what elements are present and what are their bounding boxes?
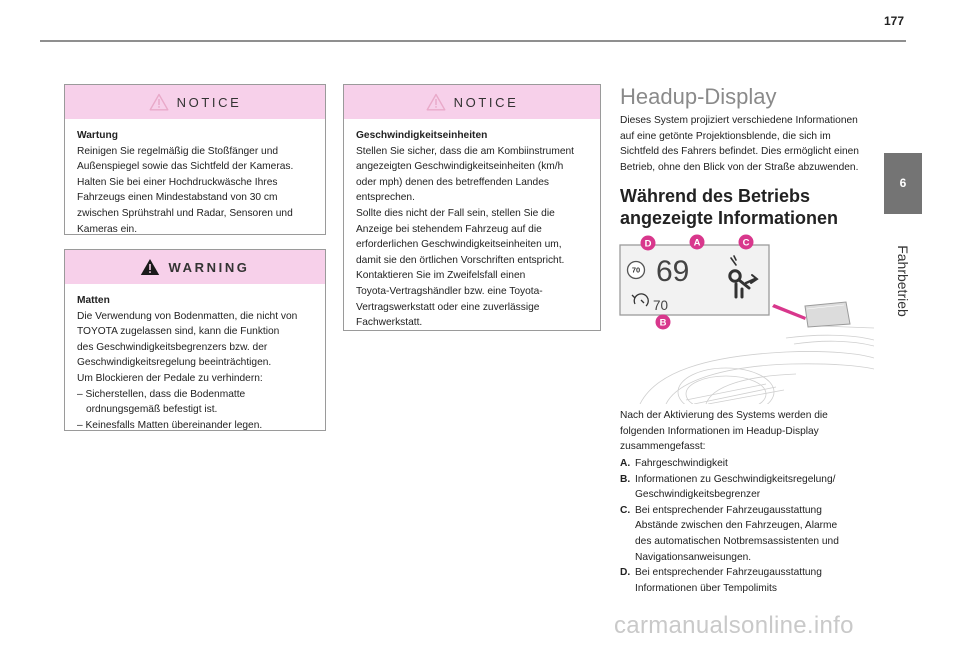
- list-text: Abstände zwischen den Fahrzeugen, Alarme: [635, 520, 838, 532]
- list-letter: C.: [620, 504, 631, 516]
- vehicle-speed-value: 69: [656, 255, 690, 288]
- callout-a: A: [693, 237, 701, 249]
- watermark: carmanualsonline.info: [614, 612, 854, 639]
- notice-header: [344, 85, 600, 119]
- warning-triangle-icon: [426, 93, 446, 111]
- hud-screen: [620, 245, 769, 315]
- warning-line: ordnungsgemäß befestigt ist.: [86, 404, 218, 416]
- warning-line: des Geschwindigkeitsbegrenzers bzw. der: [77, 341, 268, 353]
- warning-line: TOYOTA zugelassen sind, kann die Funktion: [77, 326, 280, 338]
- notice-line: Reinigen Sie regelmäßig die Stoßfänger und: [77, 145, 279, 157]
- subtitle-line: angezeigte Informationen: [620, 207, 839, 228]
- list-text: Bei entsprechender Fahrzeugausstattung: [635, 504, 822, 516]
- warning-line: – Sicherstellen, dass die Bodenmatte: [77, 388, 246, 400]
- warning-line: Geschwindigkeitsregelung beeinträchtigen.: [77, 357, 272, 369]
- warning-box-mats: [64, 249, 326, 431]
- notice-line: Außenspiegel sowie das Sichtfeld der Kameras.: [77, 161, 294, 173]
- dashboard-sketch: [640, 326, 874, 404]
- summary-intro: [620, 408, 870, 455]
- warning-triangle-icon: [140, 258, 160, 276]
- notice-line: Sollte dies nicht der Fall sein, stellen Sie die: [356, 207, 555, 219]
- notice-heading: NOTICE: [176, 94, 242, 110]
- notice-body: [65, 119, 325, 243]
- list-text: Navigationsanweisungen.: [635, 551, 752, 563]
- notice-line: angezeigten Geschwindigkeitseinheiten (km/h: [356, 161, 564, 173]
- notice-line: oder mph) denen des betreffenden Landes: [356, 176, 549, 188]
- warning-line: – Keinesfalls Matten übereinander legen.: [77, 419, 263, 431]
- list-item-d: [620, 565, 872, 596]
- notice-heading: NOTICE: [453, 94, 519, 110]
- warning-line: Um Blockieren der Pedale zu verhindern:: [77, 372, 263, 384]
- summary-line: zusammengefasst:: [620, 441, 706, 453]
- notice-line: Stellen Sie sicher, dass die am Kombiinstrument: [356, 145, 575, 157]
- notice-title: Wartung: [77, 130, 118, 141]
- cruise-control-value: 70: [653, 298, 669, 313]
- projection-pointer: [772, 304, 806, 320]
- list-text: des automatischen Notbremsassistenten und: [635, 535, 839, 547]
- notice-header: [65, 85, 325, 119]
- notice-line: Fahrzeugs einen Mindestabstand von 30 cm: [77, 192, 278, 204]
- subtitle-line: Während des Betriebs: [620, 186, 811, 206]
- warning-title: Matten: [77, 295, 110, 306]
- intro-line: Sichtfeld des Fahrers befindet. Dies ermöglicht einen: [620, 146, 859, 158]
- intro-line: auf eine getönte Projektionsblende, die sich im: [620, 130, 831, 142]
- warning-heading: WARNING: [168, 259, 250, 275]
- list-text: Fahrgeschwindigkeit: [635, 458, 728, 469]
- section-subtitle: [620, 186, 870, 229]
- page-number: 177: [884, 14, 905, 28]
- list-text: Informationen über Tempolimits: [635, 582, 777, 594]
- intro-line: Betrieb, ohne den Blick von der Straße abzuwenden.: [620, 161, 859, 173]
- list-item-b: [620, 472, 872, 503]
- notice-line: damit sie den örtlichen Vorschriften entspricht.: [356, 254, 565, 266]
- speed-limit-sign: [628, 262, 645, 279]
- warning-line: Die Verwendung von Bodenmatten, die nicht von: [77, 310, 298, 322]
- chapter-label-text: Fahrbetrieb: [895, 245, 911, 317]
- notice-title: Geschwindigkeitseinheiten: [356, 130, 488, 141]
- notice-box-speed-units: [343, 84, 601, 331]
- notice-line: Halten Sie bei einer Hochdruckwäsche Ihres: [77, 176, 278, 188]
- list-text: Bei entsprechender Fahrzeugausstattung: [635, 567, 822, 579]
- chapter-label: [884, 216, 922, 346]
- list-letter: A.: [620, 458, 631, 469]
- notice-line: Kameras ein.: [77, 223, 138, 235]
- hud-info-list: [620, 456, 872, 596]
- notice-line: entsprechen.: [356, 192, 415, 204]
- chapter-tab[interactable]: 6: [884, 153, 922, 214]
- notice-box-maintenance: [64, 84, 326, 235]
- notice-line: erforderlichen Geschwindigkeitseinheiten um,: [356, 239, 562, 251]
- warning-triangle-icon: [149, 93, 169, 111]
- list-text: Geschwindigkeitsbegrenzer: [635, 489, 761, 501]
- section-title: Headup-Display: [620, 84, 777, 109]
- list-item-c: [620, 503, 872, 565]
- hud-projection-panel: [772, 302, 850, 327]
- notice-line: Anzeige bei stehendem Fahrzeug auf die: [356, 223, 542, 235]
- summary-line: Nach der Aktivierung des Systems werden die: [620, 410, 828, 421]
- list-letter: D.: [620, 567, 631, 579]
- callout-d: D: [644, 238, 652, 250]
- header-rule: [40, 40, 906, 42]
- warning-body: [65, 284, 325, 439]
- summary-line: folgenden Informationen im Headup-Display: [620, 425, 819, 437]
- notice-line: Vertragswerkstatt oder eine zuverlässige: [356, 301, 540, 313]
- list-text: Informationen zu Geschwindigkeitsregelung/: [635, 473, 836, 485]
- notice-line: Fachwerkstatt.: [356, 317, 423, 329]
- intro-line: Dieses System projiziert verschiedene Informationen: [620, 115, 858, 126]
- notice-line: Toyota-Vertragshändler bzw. eine Toyota-: [356, 285, 543, 297]
- list-item-a: [620, 456, 872, 472]
- headup-display-figure: [616, 234, 874, 404]
- list-letter: B.: [620, 473, 631, 485]
- section-intro: [620, 113, 870, 175]
- notice-line: zwischen Sprühstrahl und Radar, Sensoren und: [77, 207, 293, 219]
- callout-c: C: [742, 237, 750, 249]
- warning-header: [65, 250, 325, 284]
- callout-b: B: [659, 317, 667, 329]
- notice-body: [344, 119, 600, 337]
- speed-limit-sign-value: 70: [631, 265, 641, 275]
- notice-line: Kontaktieren Sie im Zweifelsfall einen: [356, 270, 526, 282]
